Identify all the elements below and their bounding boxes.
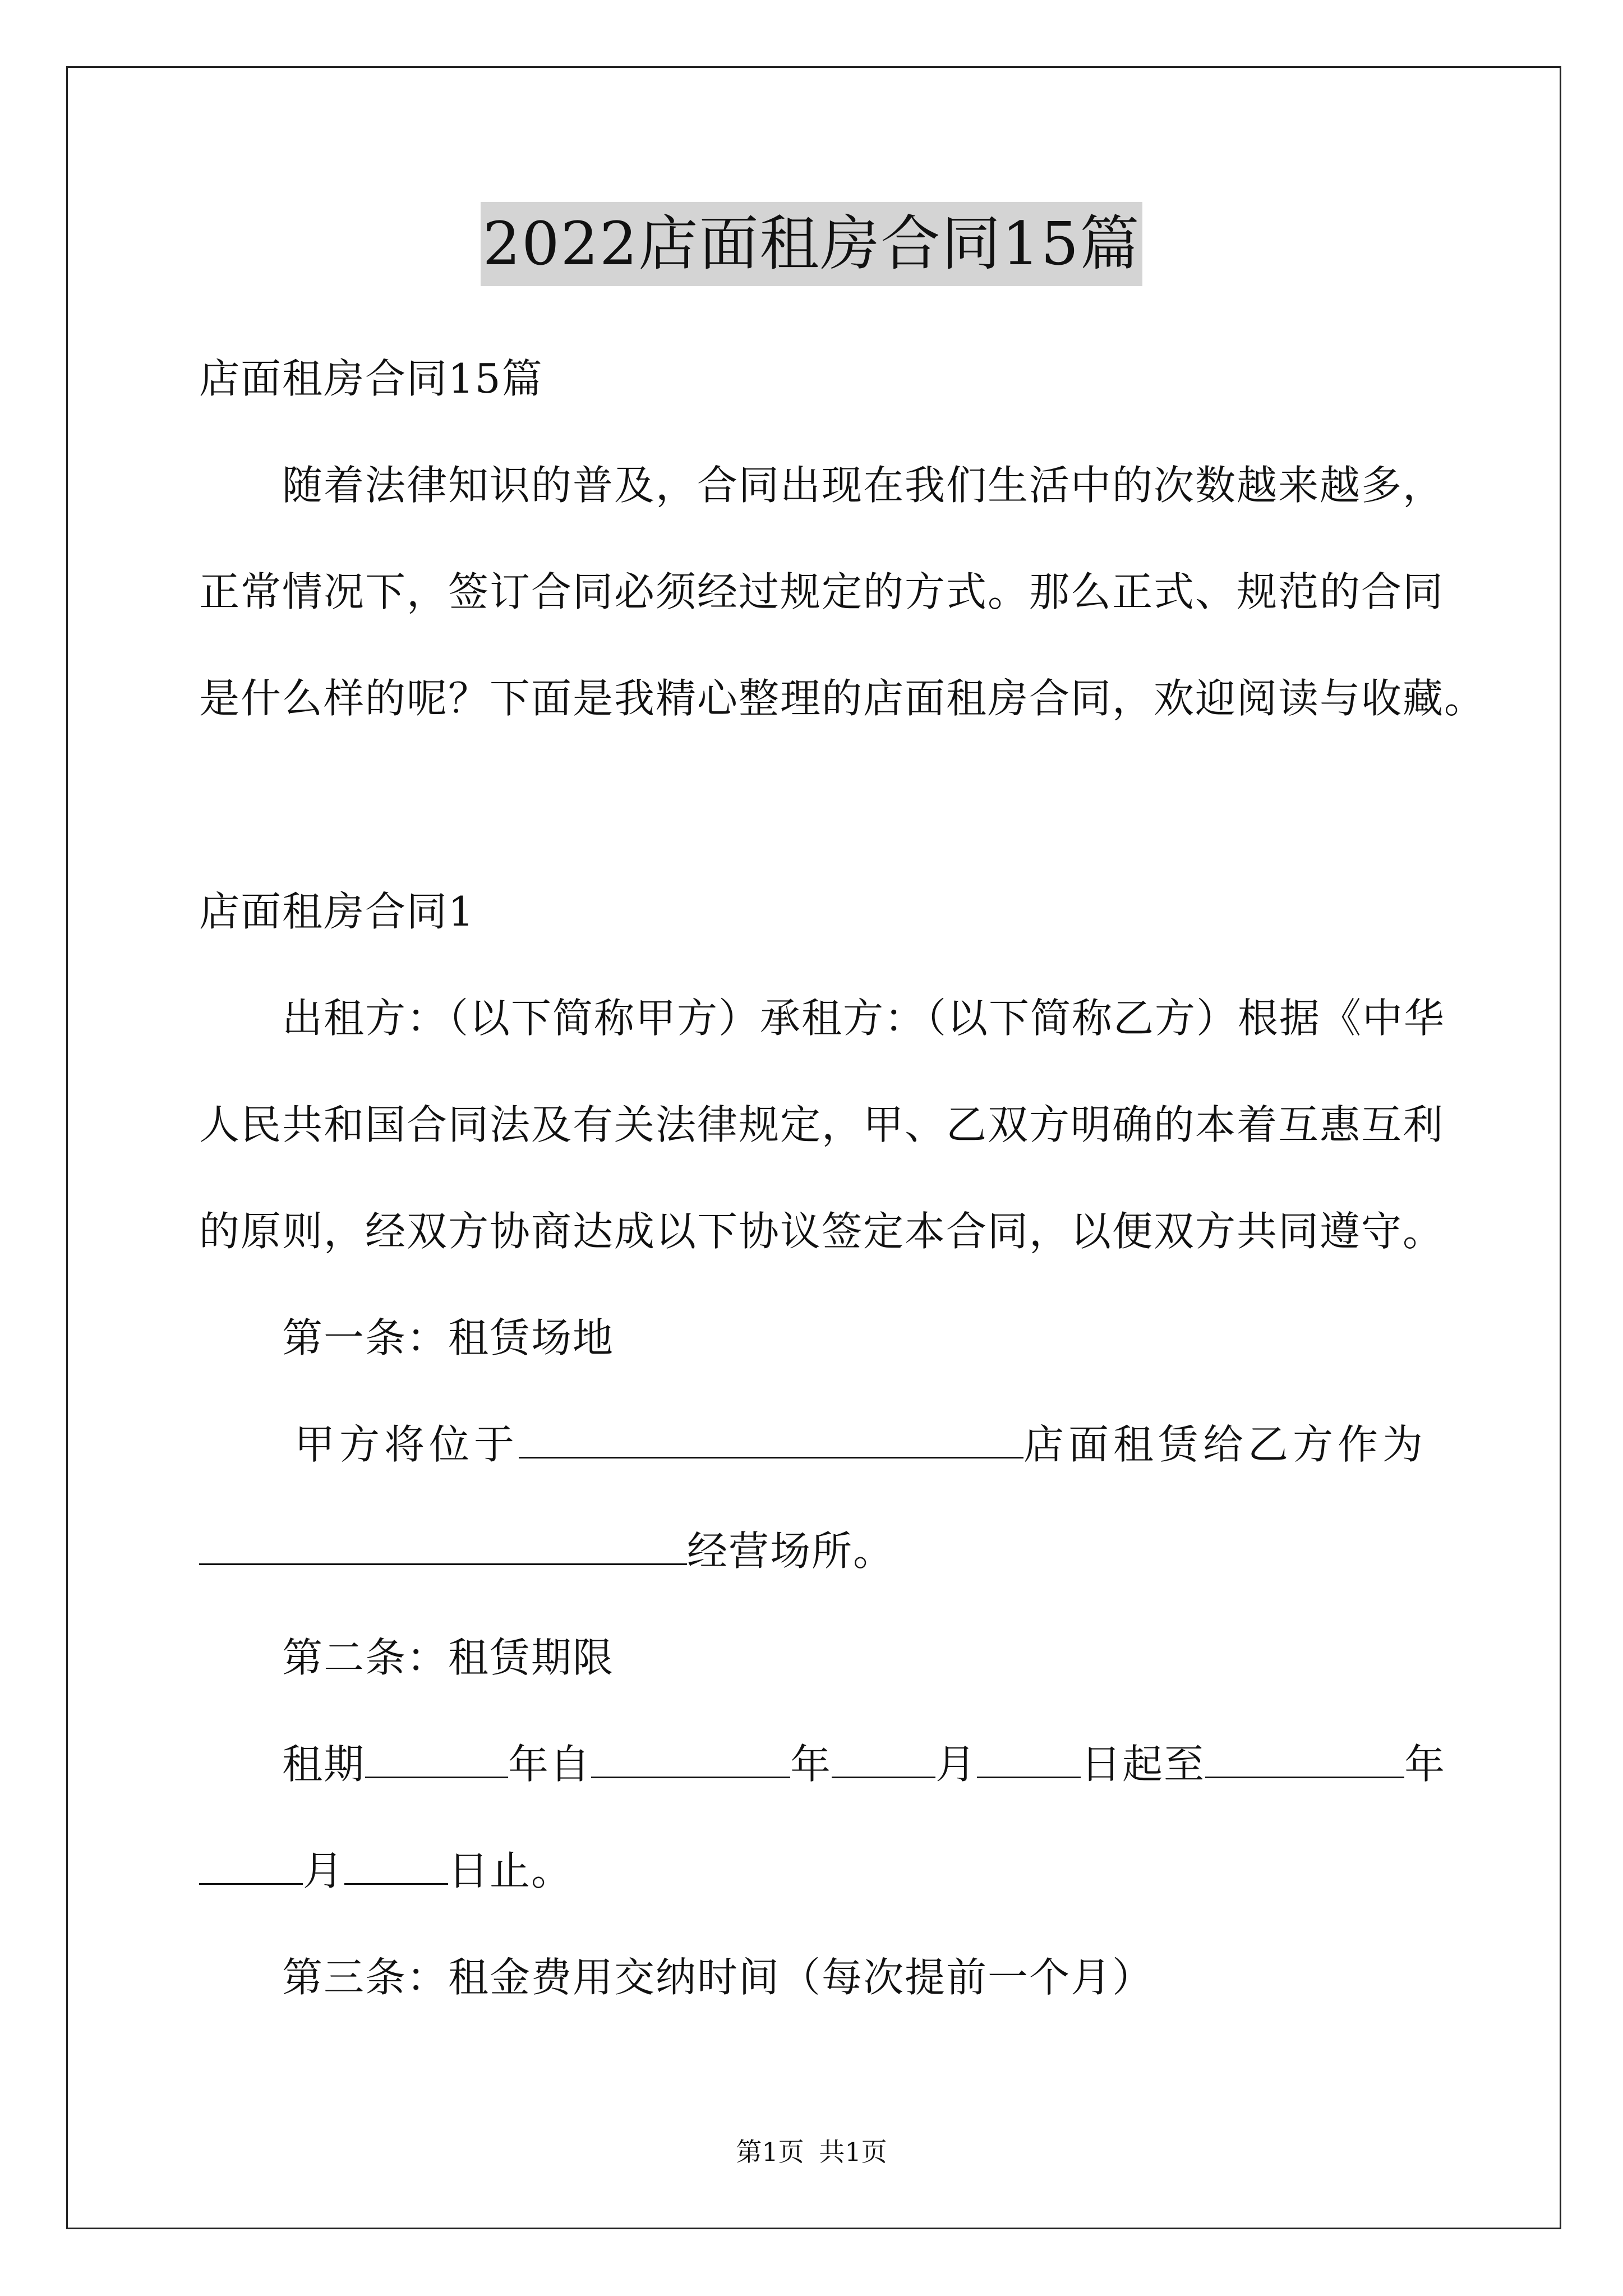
section-heading: 店面租房合同1 <box>199 888 475 935</box>
intro-line-2: 正常情况下，签订合同必须经过规定的方式。那么正式、规范的合同 <box>199 568 1445 615</box>
article-2-clause-cont <box>199 1843 573 1899</box>
clause-text: 月 <box>935 1741 978 1788</box>
clause-text: 日止。 <box>448 1847 573 1894</box>
intro-line-3: 是什么样的呢？下面是我精心整理的店面租房合同，欢迎阅读与收藏。 <box>199 675 1486 722</box>
end-day-blank <box>344 1846 448 1885</box>
intro-line-1: 随着法律知识的普及，合同出现在我们生活中的次数越来越多， <box>282 462 1445 509</box>
purpose-blank <box>199 1526 687 1565</box>
page-footer <box>0 2135 1623 2169</box>
article-2-heading: 第二条：租赁期限 <box>282 1634 615 1681</box>
clause-text: 年 <box>1404 1741 1446 1788</box>
parties-line-2: 人民共和国合同法及有关法律规定，甲、乙双方明确的本着互惠互利 <box>199 1101 1445 1148</box>
article-1-heading: 第一条：租赁场地 <box>282 1314 615 1361</box>
parties-line-3: 的原则，经双方协商达成以下协议签定本合同，以便双方共同遵守。 <box>199 1208 1445 1255</box>
document-title: 2022店面租房合同15篇 <box>481 202 1143 286</box>
clause-text: 年自 <box>508 1741 592 1788</box>
article-1-clause-cont <box>199 1523 895 1579</box>
start-month-blank <box>832 1740 935 1778</box>
clause-text: 甲方将位于 <box>294 1421 519 1468</box>
document-subtitle: 店面租房合同15篇 <box>199 355 543 402</box>
clause-text: 日起至 <box>1081 1741 1206 1788</box>
page-number: 第1页 <box>736 2137 804 2167</box>
clause-text: 店面租赁给乙方作为 <box>1023 1421 1428 1468</box>
article-2-clause <box>282 1736 1446 1792</box>
clause-text: 年 <box>790 1741 832 1788</box>
article-3-heading: 第三条：租金费用交纳时间（每次提前一个月） <box>282 1954 1154 2001</box>
end-year-blank <box>1205 1740 1404 1778</box>
clause-text: 经营场所。 <box>687 1527 895 1575</box>
page-total: 共1页 <box>819 2137 887 2167</box>
clause-text: 月 <box>303 1847 345 1894</box>
parties-line-1: 出租方：（以下简称甲方）承租方：（以下简称乙方）根据《中华 <box>282 995 1446 1042</box>
location-blank <box>519 1420 1023 1458</box>
clause-text: 租期 <box>282 1741 366 1788</box>
start-year-blank <box>591 1740 790 1778</box>
article-1-clause <box>294 1416 1427 1473</box>
term-years-blank <box>365 1740 508 1778</box>
start-day-blank <box>977 1740 1081 1778</box>
end-month-blank <box>199 1846 303 1885</box>
title-container <box>0 202 1623 286</box>
